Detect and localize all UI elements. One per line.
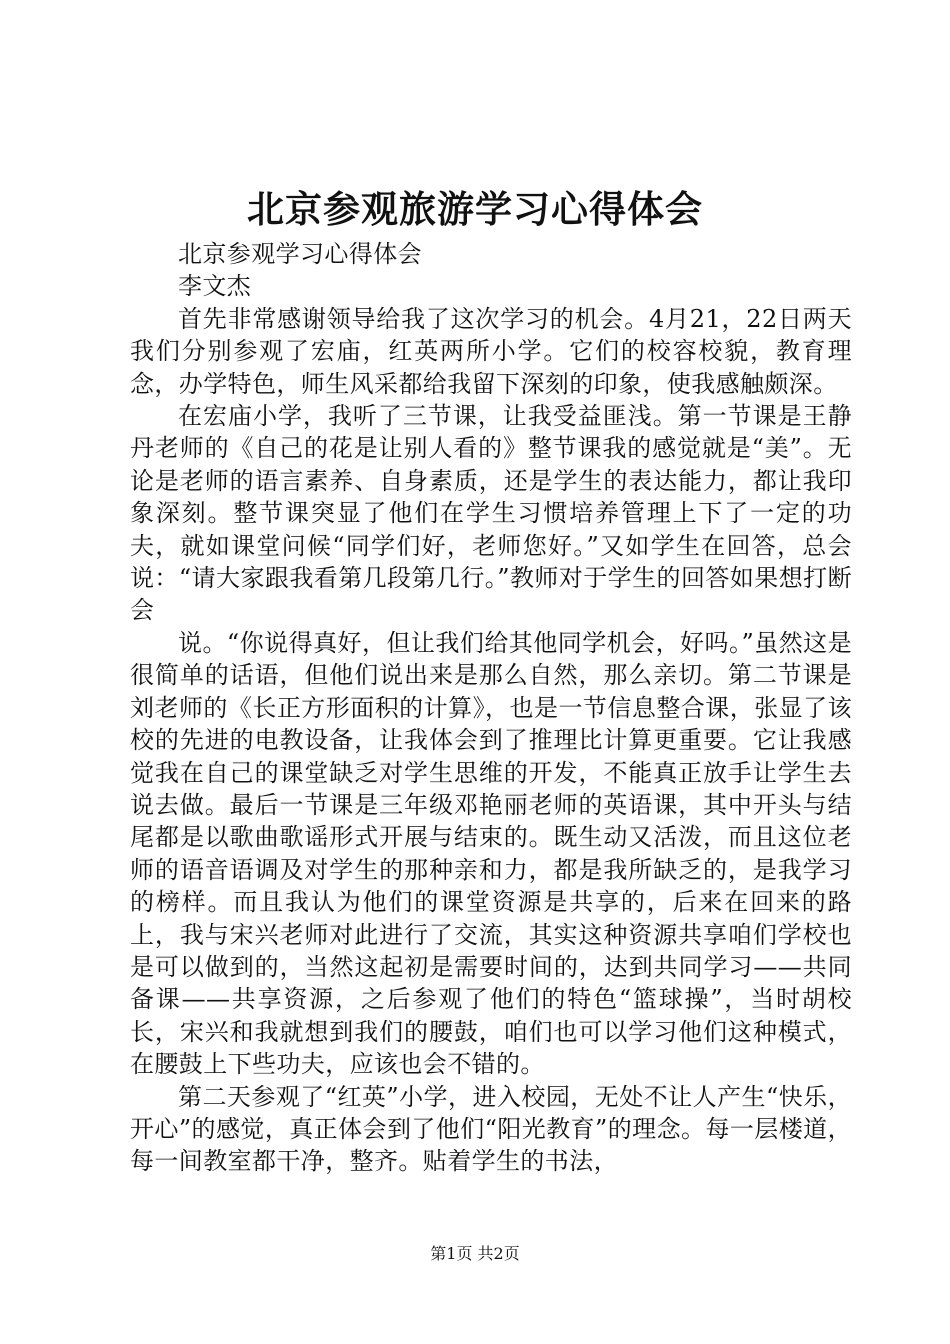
document-body [130,238,852,1178]
paragraph: 在宏庙小学，我听了三节课，让我受益匪浅。第一节课是王静丹老师的《自己的花是让别人看的》整节课我的感觉就是“美”。无论是老师的语言素养、自身素质，还是学生的表达能力，都让我印象深刻。整节课突显了他们在学生习惯培养管理上下了一定的功夫，就如课堂问候“同学们好，老师您好。”又如学生在回答，总会说：“请大家跟我看第几段第几行。”教师对于学生的回答如果想打断会 [130,402,852,625]
document-author: 李文杰 [178,272,252,301]
paragraph: 说。“你说得真好，但让我们给其他同学机会，好吗。”虽然这是很简单的话语，但他们说出来是那么自然，那么亲切。第二节课是刘老师的《长正方形面积的计算》，也是一节信息整合课，张显了该校的先进的电教设备，让我体会到了推理比计算更重要。它让我感觉我在自己的课堂缺乏对学生思维的开发，不能真正放手让学生去说去做。最后一节课是三年级邓艳丽老师的英语课，其中开头与结尾都是以歌曲歌谣形式开展与结束的。既生动又活泼，而且这位老师的语音语调及对学生的那种亲和力，都是我所缺乏的，是我学习的榜样。而且我认为他们的课堂资源是共享的，后来在回来的路上，我与宋兴老师对此进行了交流，其实这种资源共享咱们学校也是可以做到的，当然这起初是需要时间的，达到共同学习——共同备课——共享资源，之后参观了他们的特色“篮球操”，当时胡校长，宋兴和我就想到我们的腰鼓，咱们也可以学习他们这种模式，在腰鼓上下些功夫，应该也会不错的。 [130,628,852,1079]
page-number-footer: 第1页 共2页 [430,1244,520,1263]
paragraph: 首先非常感谢领导给我了这次学习的机会。4月21，22日两天我们分别参观了宏庙，红英两所小学。它们的校容校貌，教育理念，办学特色，师生风采都给我留下深刻的印象，使我感触颇深。 [130,304,852,398]
document-title: 北京参观旅游学习心得体会 [247,187,703,231]
paragraph: 第二天参观了“红英”小学，进入校园，无处不让人产生“快乐，开心”的感觉，真正体会到了他们“阳光教育”的理念。每一层楼道，每一间教室都干净，整齐。贴着学生的书法， [130,1082,852,1176]
document-subtitle: 北京参观学习心得体会 [178,240,422,268]
